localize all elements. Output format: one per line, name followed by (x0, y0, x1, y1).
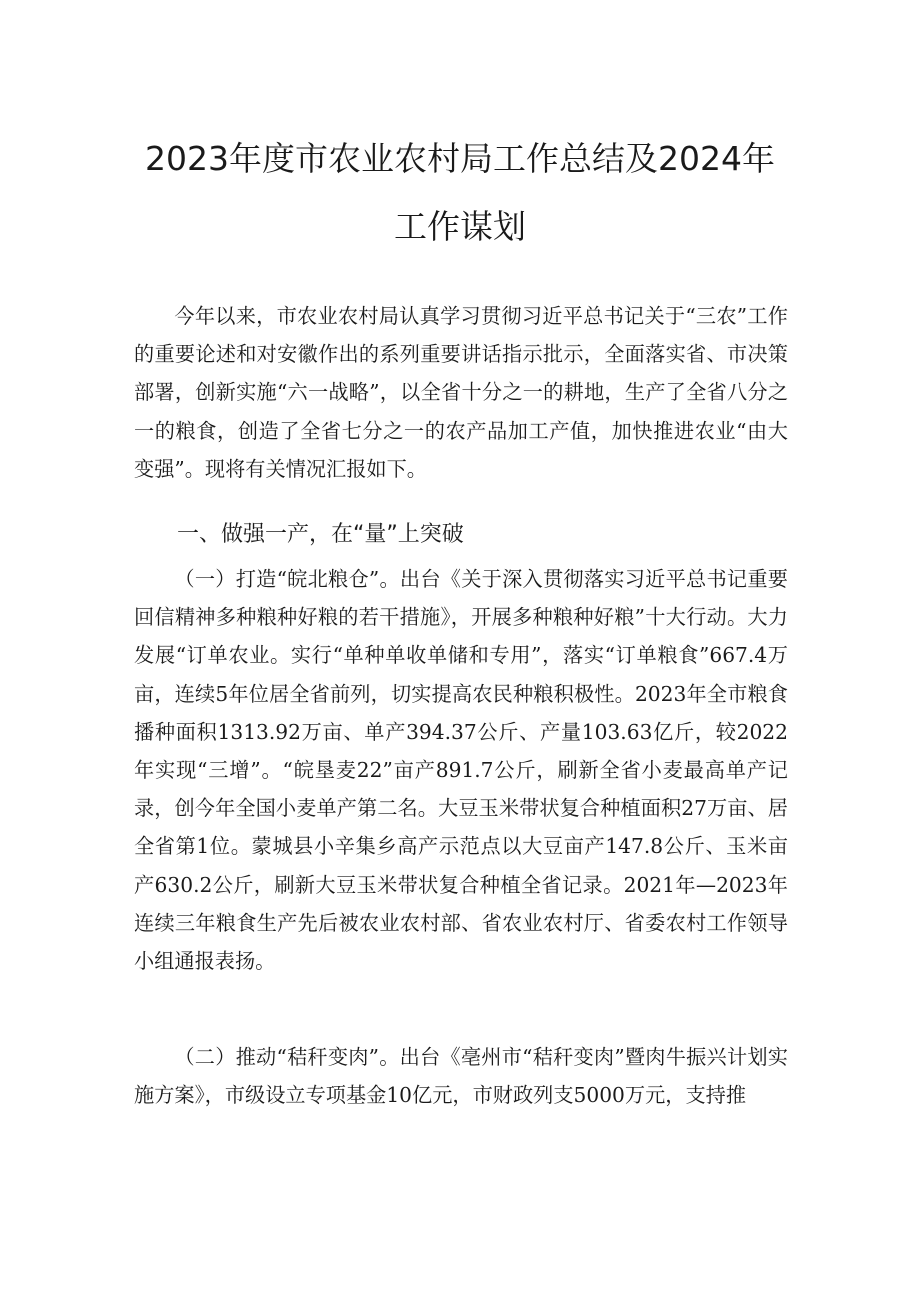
paragraph-straw-to-meat: （二）推动“秸秆变肉”。出台《亳州市“秸秆变肉”暨肉牛振兴计划实施方案》，市级设立专项基金10亿元，市财政列支5000万元，支持推 (134, 1045, 788, 1108)
document-title-line-2: 工作谋划 (394, 207, 526, 246)
section-heading-1: 一、做强一产，在“量”上突破 (177, 522, 464, 547)
paragraph-grain-warehouse: （一）打造“皖北粮仓”。出台《关于深入贯彻落实习近平总书记重要回信精神多种粮种好粮的若干措施》，开展多种粮种好粮”十大行动。大力发展“订单农业。实行“单种单收单储和专用”，落实“订单粮食”667.4万亩，连续5年位居全省前列，切实提高农民种粮积极性。2023年全市粮食播种面积1313.92万亩、单产394.37公斤、产量103.63亿斤，较2022年实现“三增”。“皖垦麦22”亩产891.7公斤，刷新全省小麦最高单产记录，创今年全国小麦单产第二名。大豆玉米带状复合种植面积27万亩、居全省第1位。蒙城县小辛集乡高产示范点以大豆亩产147.8公斤、玉米亩产630.2公斤，刷新大豆玉米带状复合种植全省记录。2021年—2023年连续三年粮食生产先后被农业农村部、省农业农村厅、省委农村工作领导小组通报表扬。 (134, 567, 788, 974)
document-title-line-1: 2023年度市农业农村局工作总结及2024年 (145, 139, 775, 178)
intro-paragraph: 今年以来，市农业农村局认真学习贯彻习近平总书记关于“三农”工作的重要论述和对安徽作出的系列重要讲话指示批示，全面落实省、市决策部署，创新实施“六一战略”，以全省十分之一的耕地，生产了全省八分之一的粮食，创造了全省七分之一的农产品加工产值，加快推进农业“由大变强”。现将有关情况汇报如下。 (134, 304, 788, 481)
